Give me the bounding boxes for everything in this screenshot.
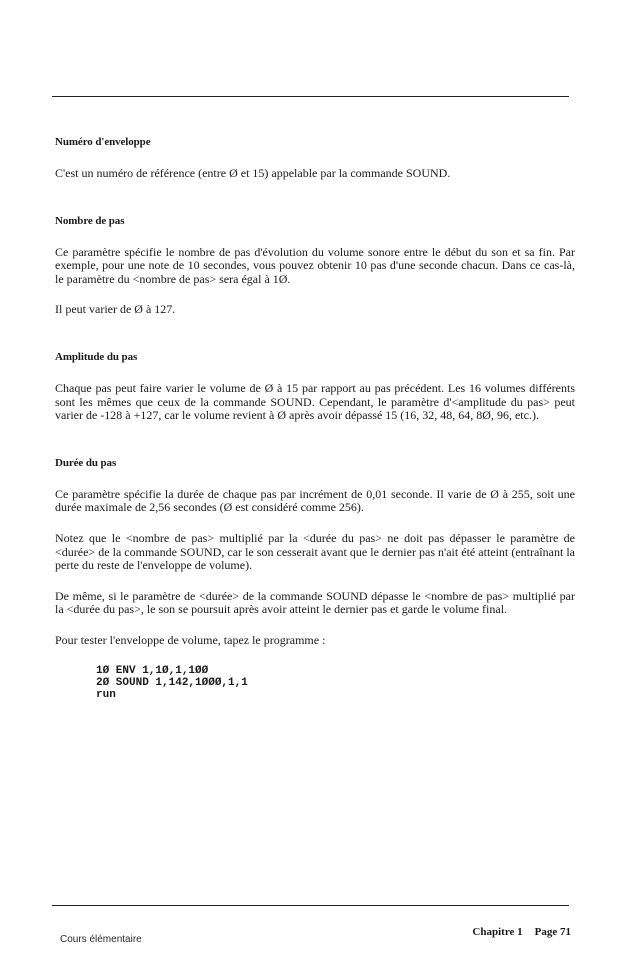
footer-page-number: Page 71 — [534, 926, 571, 938]
page-body — [55, 136, 575, 701]
code-line: 2Ø SOUND 1,142,1ØØØ,1,1 — [96, 676, 248, 689]
heading-amplitude-du-pas: Amplitude du pas — [55, 350, 138, 363]
footer-chapter: Chapitre 1 — [472, 926, 523, 938]
footer-book-title: Cours élémentaire — [60, 934, 142, 945]
paragraph: Chaque pas peut faire varier le volume de Ø à 15 par rapport au pas précédent. Les 16 volumes différents sont les mêmes que ceux de la commande SOUND. Cependant, le paramètre d'<amplitude du pas> peut varier de -128 à +127, car le volume revient à Ø après avoir dépassé 15 (16, 32, 48, 64, 8Ø, 96, etc.). — [55, 380, 575, 423]
top-rule — [52, 96, 569, 97]
heading-numero-enveloppe: Numéro d'enveloppe — [55, 136, 151, 148]
paragraph: Ce paramètre spécifie le nombre de pas d'évolution du volume sonore entre le début du son et sa fin. Par exemple, pour une note de 10 secondes, vous pouvez obtenir 10 pas d'une seconde chacun. Dans ce cas-là, le paramètre du <nombre de pas> sera égal à 1Ø. — [55, 244, 575, 286]
code-listing — [96, 665, 575, 701]
code-line: 1Ø ENV 1,1Ø,1,1ØØ — [96, 664, 209, 677]
code-line: run — [96, 688, 116, 701]
bottom-rule — [52, 905, 569, 906]
paragraph: Pour tester l'enveloppe de volume, tapez le programme : — [55, 632, 326, 647]
paragraph: Il peut varier de Ø à 127. — [55, 302, 176, 317]
paragraph: C'est un numéro de référence (entre Ø et 15) appelable par la commande SOUND. — [55, 166, 451, 180]
heading-duree-du-pas: Durée du pas — [55, 456, 117, 469]
heading-nombre-de-pas: Nombre de pas — [55, 214, 125, 227]
footer-page-info — [472, 926, 571, 938]
paragraph: De même, si le paramètre de <durée> de la commande SOUND dépasse le <nombre de pas> multiplié par la <durée du pas>, le son se poursuit après avoir atteint le dernier pas et garde le volume final. — [55, 588, 575, 617]
paragraph: Notez que le <nombre de pas> multiplié par la <durée du pas> ne doit pas dépasser le paramètre de <durée> de la commande SOUND, car le son cesserait avant que le dernier pas n'ait été atteint (entraînant la perte du reste de l'enveloppe de volume). — [55, 530, 575, 573]
paragraph: Ce paramètre spécifie la durée de chaque pas par incrément de 0,01 seconde. Il varie de Ø à 255, soit une durée maximale de 2,56 secondes (Ø est considéré comme 256). — [55, 486, 575, 515]
